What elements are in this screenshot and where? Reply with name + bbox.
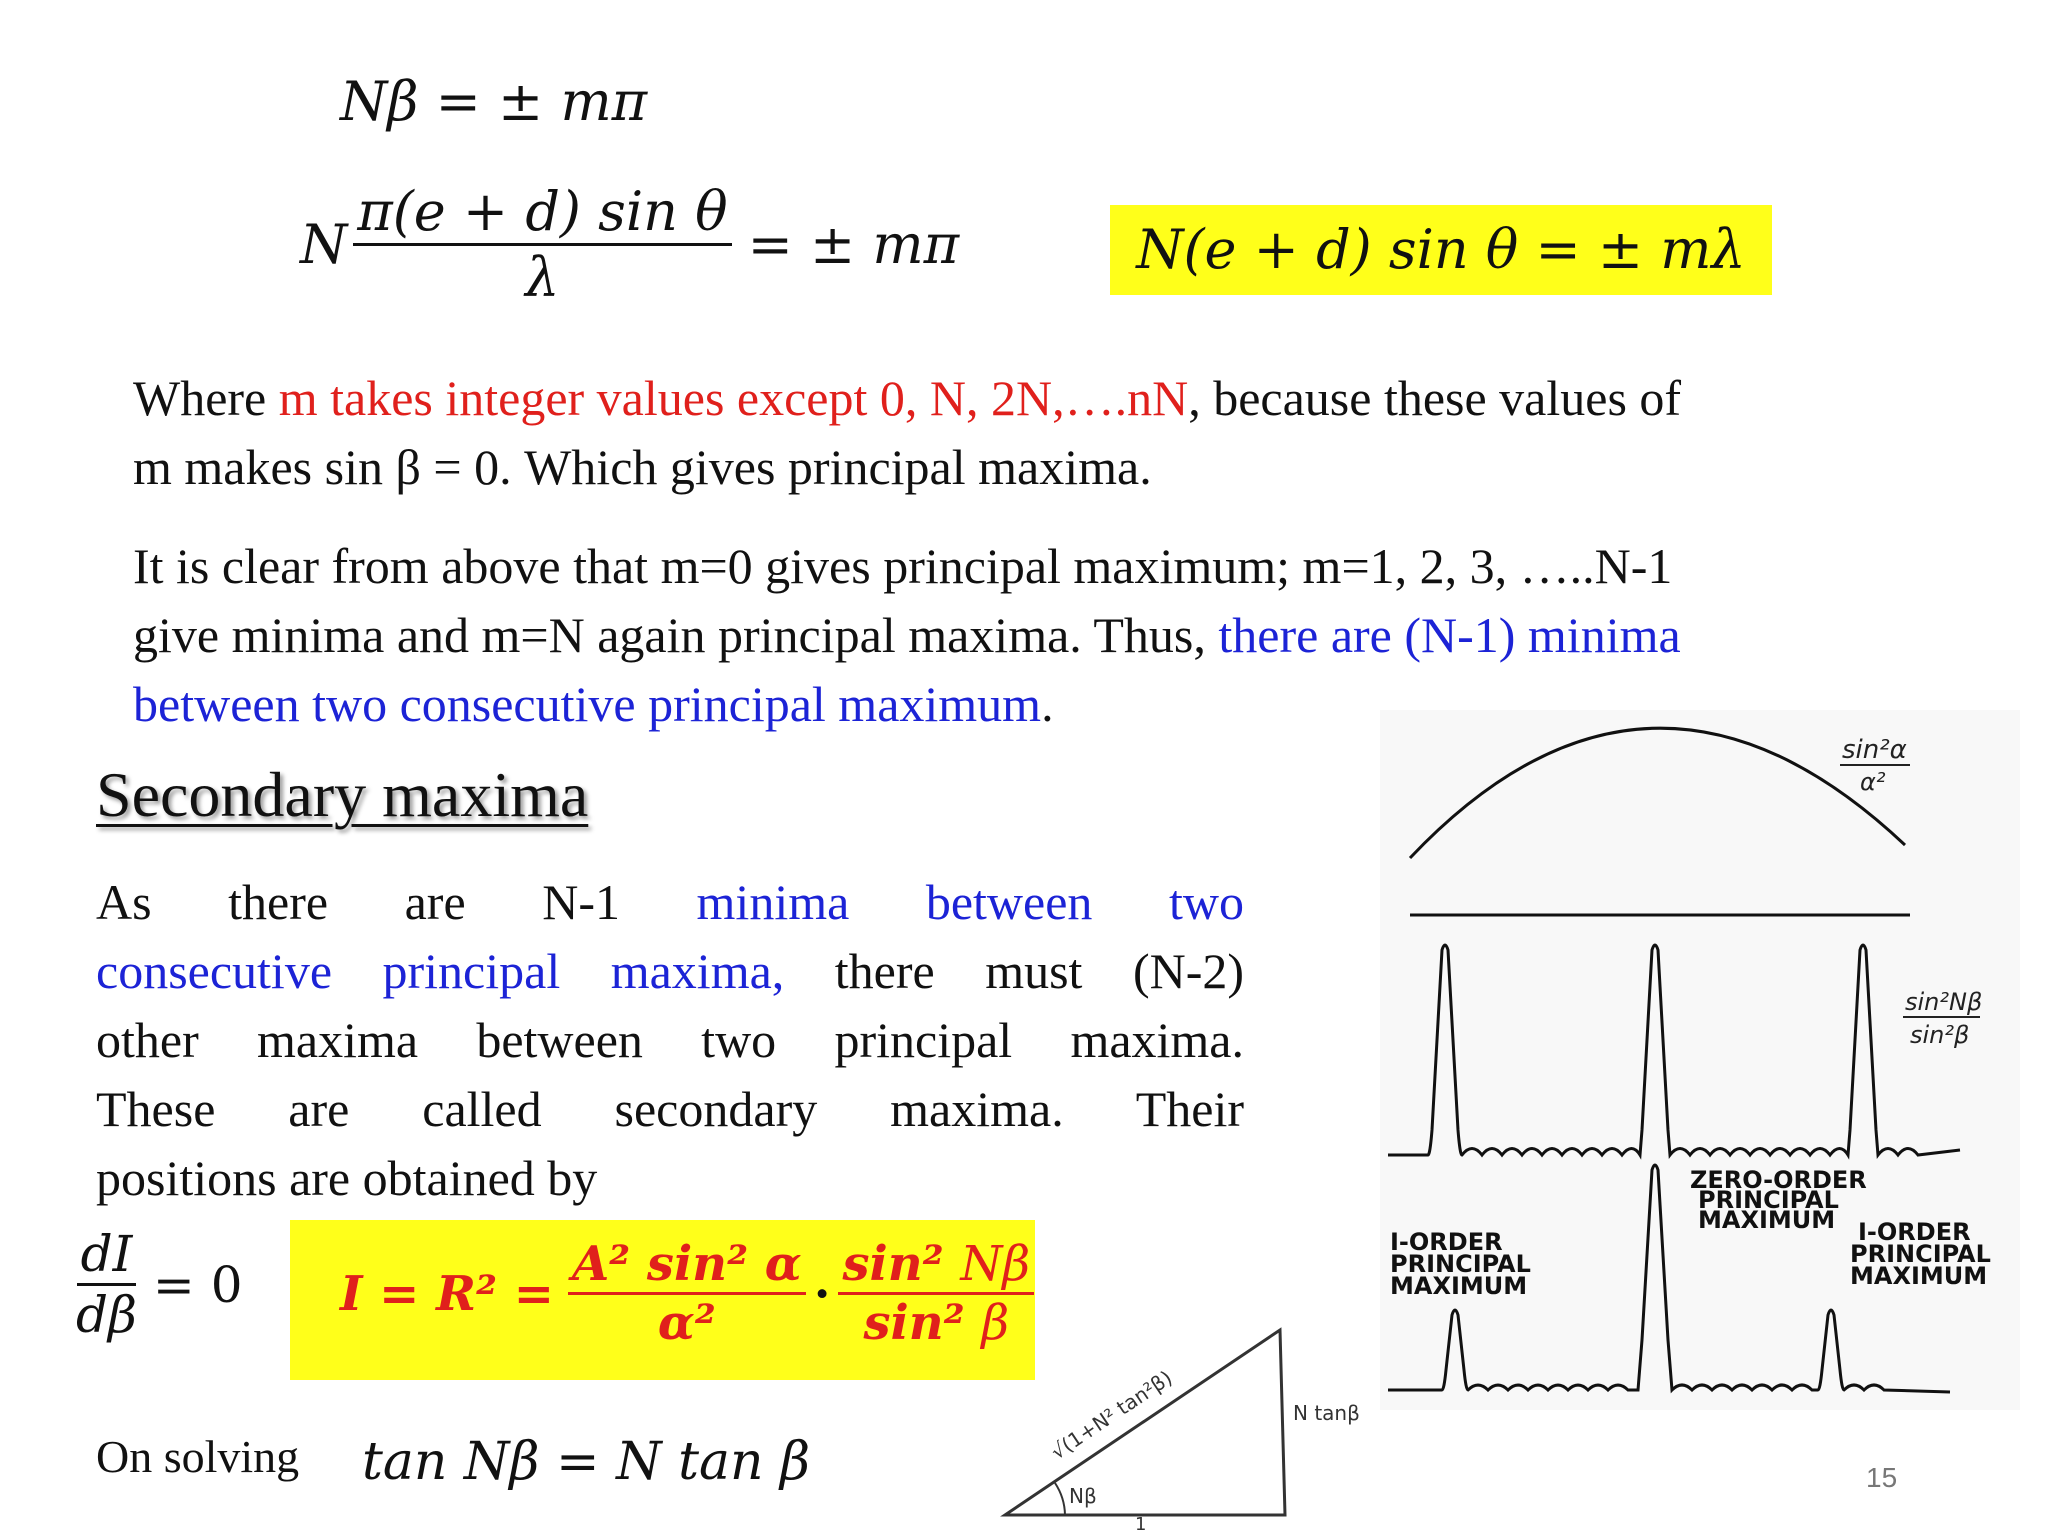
- equation-prefix: N: [300, 213, 348, 276]
- hypotenuse-label: √(1+N² tan²β): [1046, 1365, 1177, 1465]
- derivative-fraction: [72, 1225, 141, 1344]
- paragraph-line: [133, 364, 1943, 433]
- angle-arc: [1055, 1483, 1065, 1515]
- grating-equation-highlight: N(e + d) sin θ = ± mλ: [1110, 205, 1772, 295]
- fraction-numerator: A² sin² α: [568, 1236, 806, 1295]
- text-black: there must (N-2): [834, 943, 1245, 999]
- fraction-denominator: [859, 1295, 1013, 1351]
- equation-grating: [300, 180, 959, 309]
- intensity-pattern-figure: [1380, 710, 2020, 1410]
- triangle-shape: [1005, 1330, 1285, 1515]
- page-number: 15: [1866, 1462, 1898, 1493]
- beta: β: [981, 1295, 1010, 1351]
- on-solving-label: On solving: [96, 1431, 300, 1482]
- derivative-rhs: = 0: [152, 1255, 243, 1314]
- paragraph-line: m makes sin β = 0. Which gives principal maxima.: [133, 439, 1152, 495]
- paragraph-line: other maxima between two principal maxima.: [96, 1012, 1244, 1068]
- sin-squared: sin²: [842, 1236, 961, 1292]
- highlight-red-text: m takes integer values except 0, N, 2N,….nN: [278, 370, 1189, 426]
- left-order-line1: I-ORDER: [1390, 1228, 1503, 1256]
- text-where: Where: [133, 370, 279, 426]
- adjacent-label: 1: [1135, 1514, 1147, 1530]
- highlight-blue-text: between two consecutive principal maximum: [133, 676, 1042, 732]
- paragraph-secondary-maxima: [96, 868, 1244, 1213]
- peaks-label-denominator: sin²β: [1910, 1021, 1970, 1049]
- paragraph-line: [133, 601, 1943, 670]
- multiply-dot: ·: [813, 1265, 831, 1322]
- right-triangle-diagram: [995, 1320, 1370, 1530]
- derivative-equation: [72, 1225, 243, 1344]
- angle-label: Nβ: [1069, 1484, 1097, 1508]
- text-period: .: [1041, 676, 1054, 732]
- highlight-blue-text: there are (N-1) minima: [1218, 607, 1681, 663]
- equation-n-beta: Nβ = ± mπ: [340, 70, 648, 133]
- right-order-line2: PRINCIPAL: [1850, 1240, 1991, 1268]
- opposite-label: N tanβ: [1293, 1401, 1360, 1425]
- fraction-denominator: λ: [525, 246, 560, 309]
- highlight-blue-text: consecutive principal maxima,: [96, 943, 785, 999]
- envelope-label-numerator: sin²α: [1842, 735, 1907, 765]
- text-black: give minima and m=N again principal maxima. Thus,: [133, 607, 1219, 663]
- intensity-fraction-1: [568, 1236, 806, 1351]
- text-black: As there are N-1: [96, 874, 620, 930]
- zero-order-line2: PRINCIPAL: [1698, 1186, 1839, 1214]
- paragraph-line: These are called secondary maxima. Their: [96, 1081, 1244, 1137]
- zero-order-line3: MAXIMUM: [1698, 1206, 1836, 1234]
- paragraph-line: [96, 868, 1244, 937]
- intensity-equation: [340, 1236, 1034, 1351]
- paragraph-minima: [133, 532, 1943, 739]
- paragraph-line: It is clear from above that m=0 gives principal maximum; m=1, 2, 3, …..N-1: [133, 538, 1673, 594]
- paragraph-line: positions are obtained by: [96, 1150, 598, 1206]
- fraction-numerator: π(e + d) sin θ: [353, 180, 731, 246]
- left-order-line3: MAXIMUM: [1390, 1272, 1528, 1300]
- paragraph-integer-values: [133, 364, 1943, 502]
- right-first-order-label: [1850, 1218, 1991, 1290]
- fraction-denominator: α²: [657, 1295, 716, 1351]
- zero-order-line1: ZERO-ORDER: [1690, 1166, 1867, 1194]
- section-heading: Secondary maxima: [96, 759, 589, 830]
- right-order-line3: MAXIMUM: [1850, 1262, 1988, 1290]
- envelope-label-denominator: α²: [1860, 768, 1886, 796]
- highlight-blue-text: minima between two: [696, 874, 1244, 930]
- derivative-numerator: dI: [77, 1225, 137, 1286]
- equation-rhs: = ± mπ: [747, 213, 960, 276]
- right-order-line1: I-ORDER: [1858, 1218, 1971, 1246]
- text-because: , because these values of: [1188, 370, 1682, 426]
- equation-fraction: [353, 180, 731, 309]
- figure-background: [1380, 710, 2020, 1410]
- paragraph-line: [96, 937, 1244, 1006]
- n-beta: Nβ: [960, 1236, 1031, 1292]
- sin-squared: sin²: [863, 1295, 982, 1351]
- fraction-numerator: [838, 1236, 1034, 1295]
- peaks-label-numerator: sin²Nβ: [1905, 988, 1983, 1016]
- left-order-line2: PRINCIPAL: [1390, 1250, 1531, 1278]
- derivative-denominator: dβ: [76, 1286, 137, 1344]
- tan-equation: tan Nβ = N tan β: [362, 1432, 811, 1492]
- intensity-lhs: I = R² =: [340, 1265, 554, 1322]
